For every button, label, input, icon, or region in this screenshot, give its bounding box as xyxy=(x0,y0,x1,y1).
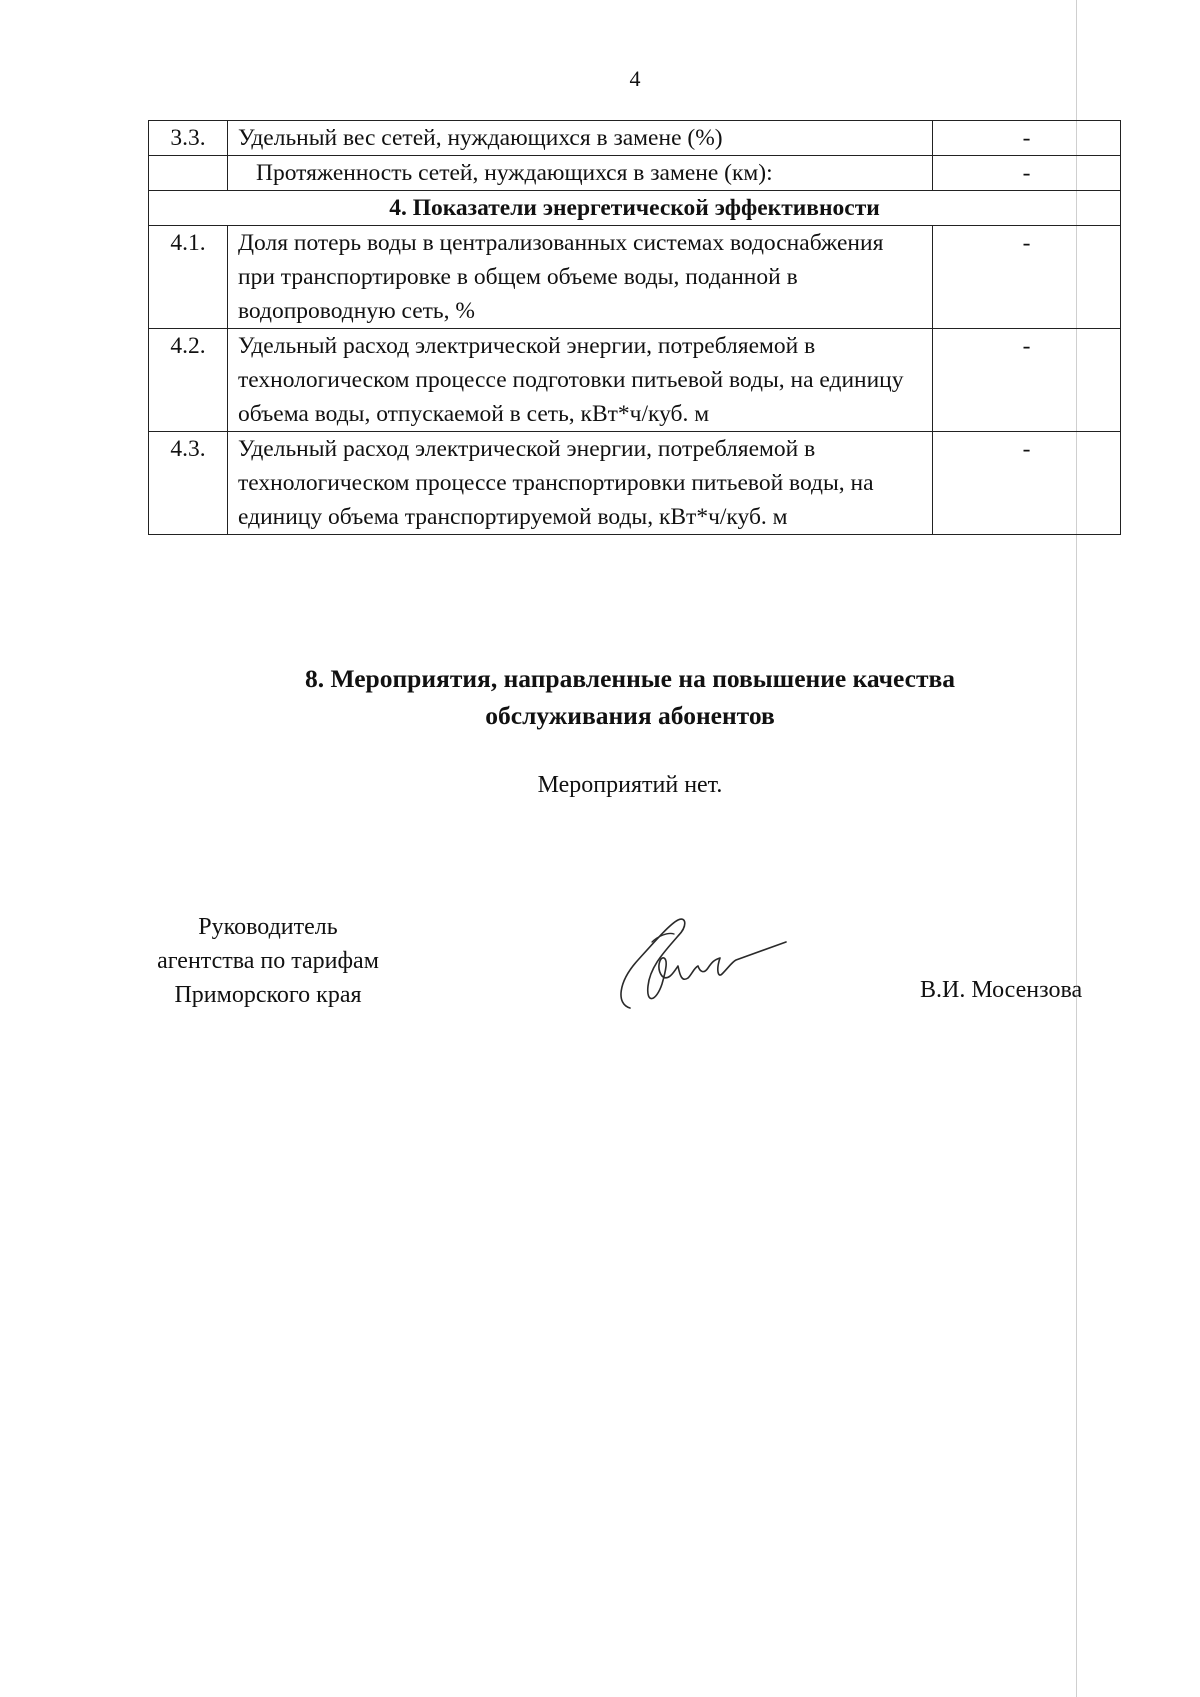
table-row xyxy=(149,121,1121,156)
section-title: 4. Показатели энергетической эффективности xyxy=(149,191,1121,226)
row-description: Удельный расход электрической энергии, потребляемой в технологическом процессе подготовки питьевой воды, на единицу объема воды, отпускаемой в сеть, кВт*ч/куб. м xyxy=(228,329,933,432)
row-number xyxy=(149,156,228,191)
row-description: Удельный расход электрической энергии, потребляемой в технологическом процессе транспортировки питьевой воды, на единицу объема транспортируемой воды, кВт*ч/куб. м xyxy=(228,432,933,535)
signer-title-line: агентства по тарифам xyxy=(157,948,379,974)
signer-title-line: Руководитель xyxy=(198,914,338,940)
heading-line: 8. Мероприятия, направленные на повышение качества xyxy=(304,664,956,693)
row-value: - xyxy=(933,156,1121,191)
row-number: 4.2. xyxy=(149,329,228,432)
signer-title xyxy=(130,910,406,1012)
row-value: - xyxy=(933,329,1121,432)
table-row xyxy=(149,432,1121,535)
signer-name: В.И. Мосензова xyxy=(920,977,1083,1003)
row-number: 4.1. xyxy=(149,226,228,329)
row-number: 4.3. xyxy=(149,432,228,535)
row-description: Удельный вес сетей, нуждающихся в замене (%) xyxy=(228,121,933,156)
table-row xyxy=(149,156,1121,191)
page-number: 4 xyxy=(629,66,641,91)
row-number: 3.3. xyxy=(149,121,228,156)
table-row xyxy=(149,329,1121,432)
section-8-heading xyxy=(180,660,1080,734)
row-value: - xyxy=(933,226,1121,329)
signer-title-line: Приморского края xyxy=(174,982,362,1008)
row-description: Протяженность сетей, нуждающихся в замене (км): xyxy=(228,156,933,191)
row-description: Доля потерь воды в централизованных системах водоснабжения при транспортировке в общем объеме воды, поданной в водопроводную сеть, % xyxy=(228,226,933,329)
no-measures-text: Мероприятий нет. xyxy=(537,772,723,798)
row-value: - xyxy=(933,432,1121,535)
indicators-table xyxy=(148,120,1121,535)
table-row xyxy=(149,226,1121,329)
handwritten-signature-icon xyxy=(608,912,788,1012)
heading-line: обслуживания абонентов xyxy=(485,701,775,730)
row-value: - xyxy=(933,121,1121,156)
section-row xyxy=(149,191,1121,226)
